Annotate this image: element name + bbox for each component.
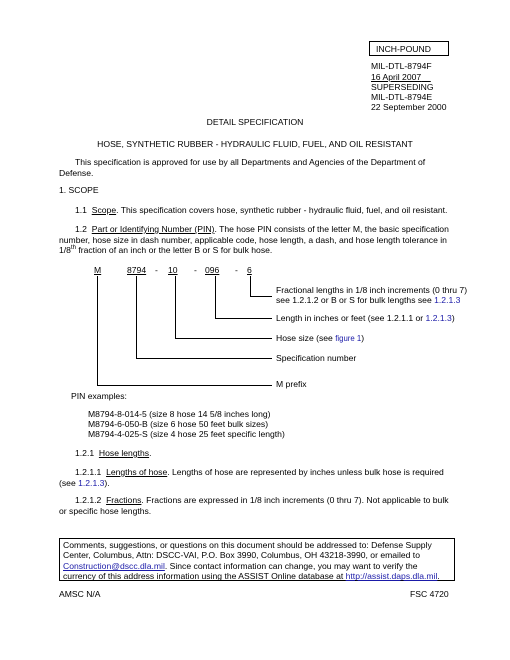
document-id: MIL-DTL-8794F [371, 61, 432, 71]
pin-example: M8794-4-025-S (size 4 hose 25 feet specific length) [88, 429, 285, 439]
pin-label-length-text: Length in inches or feet (see 1.2.1.1 or [276, 313, 426, 323]
comments-text-end: . [437, 571, 440, 582]
comments-text-cont: . Since contact information can change, you may want to verify the currency of this address information using the ASSIST Online database at [63, 560, 418, 582]
leader-line-size-h [175, 338, 272, 339]
section-1-2-1-2-number: 1.2.1.2 [75, 495, 102, 505]
section-1-1-number: 1.1 [75, 205, 87, 215]
fsc-label: FSC 4720 [410, 589, 449, 599]
leader-line-size [175, 276, 176, 338]
section-1-2-1-title: Hose lengths [98, 448, 150, 458]
section-1-2-1-1 [59, 467, 451, 488]
pin-example: M8794-8-014-5 (size 8 hose 14 5/8 inches long) [88, 409, 271, 419]
leader-line-prefix-h [97, 385, 272, 386]
comments-text: Comments, suggestions, or questions on this document should be addressed to: Defense Supply Center, Columbus, Attn: DSCC-VAI, P.O. Box 3990, Columbus, OH 43218-3990, or emailed to [63, 540, 432, 561]
pin-examples-heading: PIN examples: [71, 391, 127, 401]
pin-part-length: 096 [205, 265, 220, 275]
pin-label-size [276, 333, 364, 345]
section-1-2-1-3-link[interactable]: 1.2.1.3 [78, 477, 105, 488]
section-1-2-text-a: . The hose PIN consists of the letter M, the basic specification number, hose size in dash number, applicable code, hose length, a dash, and hose length tolerance in 1/8 [59, 224, 449, 256]
pin-label-size-end: ) [361, 333, 365, 343]
pin-part-hose-size: 10 [168, 265, 178, 275]
section-1-2-1-1-end: ). [104, 477, 110, 488]
leader-line-prefix [97, 276, 98, 385]
section-1-2-1-3-link[interactable]: 1.2.1.3 [425, 313, 452, 323]
document-date [371, 72, 431, 83]
section-1-2-number: 1.2 [75, 224, 87, 234]
pin-label-size-text: Hose size (see [276, 333, 336, 343]
section-1-2-text-b: fraction of an inch or the letter B or S for bulk hose. [75, 245, 273, 256]
pin-label-prefix: M prefix [276, 379, 307, 389]
leader-line-fraction [250, 276, 251, 296]
assist-url-link[interactable]: http://assist.daps.dla.mil [345, 571, 438, 582]
pin-separator: - [194, 265, 197, 275]
pin-label-fraction-line1: Fractional lengths in 1/8 inch increments (0 thru 7) [276, 285, 468, 295]
section-1-2-1-1-title: Lengths of hose [106, 467, 168, 477]
pin-part-spec-number: 8794 [127, 265, 147, 275]
section-1-2-1-number: 1.2.1 [75, 448, 95, 458]
section-1-1-title: Scope [91, 205, 117, 215]
pin-example: M8794-6-050-B (size 6 hose 50 feet bulk sizes) [88, 419, 269, 429]
pin-part-fraction: 6 [247, 265, 252, 275]
section-1-2 [59, 224, 455, 256]
email-link[interactable]: Construction@dscc.dla.mil [63, 560, 165, 571]
pin-label-fraction-text: see 1.2.1.2 or B or S for bulk lengths see [276, 295, 435, 305]
pin-label-spec: Specification number [276, 353, 357, 363]
section-1-2-1-2-text: . Fractions are expressed in 1/8 inch increments (0 thru 7). Not applicable to bulk or specific hose lengths. [59, 495, 449, 516]
amsc-label: AMSC N/A [59, 589, 101, 599]
section-1-2-1-1-text: . Lengths of hose are represented by inches unless bulk hose is required (see [59, 467, 444, 488]
approval-statement: This specification is approved for use by all Departments and Agencies of the Department of Defense. [59, 157, 426, 178]
document-date-text: 16 April 2007 [371, 72, 422, 82]
pin-part-m: M [94, 265, 102, 275]
leader-line-length-h [215, 318, 272, 319]
previous-document-date: 22 September 2000 [371, 102, 447, 112]
section-1-2-1 [75, 448, 151, 459]
leader-line-spec [136, 276, 137, 358]
superseding-label: SUPERSEDING [371, 82, 434, 92]
leader-line-length [215, 276, 216, 318]
leader-line-spec-h [136, 358, 272, 359]
section-1-2-1-1-number: 1.2.1.1 [75, 467, 102, 477]
section-1-1 [75, 205, 447, 216]
page-title: DETAIL SPECIFICATION [206, 117, 304, 127]
pin-label-length [276, 313, 455, 324]
figure-1-link[interactable]: figure 1 [335, 334, 362, 343]
pin-label-fraction-line2 [276, 295, 460, 306]
scope-heading: 1. SCOPE [59, 185, 99, 195]
section-1-2-1-2 [59, 495, 455, 516]
section-1-2-1-3-link[interactable]: 1.2.1.3 [434, 295, 461, 305]
pin-separator: - [155, 265, 158, 275]
pin-label-length-end: ) [451, 313, 455, 323]
inch-pound-badge: INCH-POUND [369, 41, 449, 56]
leader-line-fraction-h [250, 296, 272, 297]
section-1-2-1-2-title: Fractions [106, 495, 142, 505]
section-1-2-title: Part or Identifying Number (PIN) [91, 224, 215, 234]
section-1-2-superscript: th [70, 245, 76, 252]
section-1-2-1-end: . [149, 448, 152, 458]
pin-separator: - [235, 265, 238, 275]
previous-document-id: MIL-DTL-8794E [371, 92, 433, 102]
document-subtitle: HOSE, SYNTHETIC RUBBER - HYDRAULIC FLUID, FUEL, AND OIL RESISTANT [97, 139, 413, 149]
section-1-1-text: . This specification covers hose, synthetic rubber - hydraulic fluid, fuel, and oil resistant. [116, 205, 448, 215]
comments-box [59, 538, 455, 581]
